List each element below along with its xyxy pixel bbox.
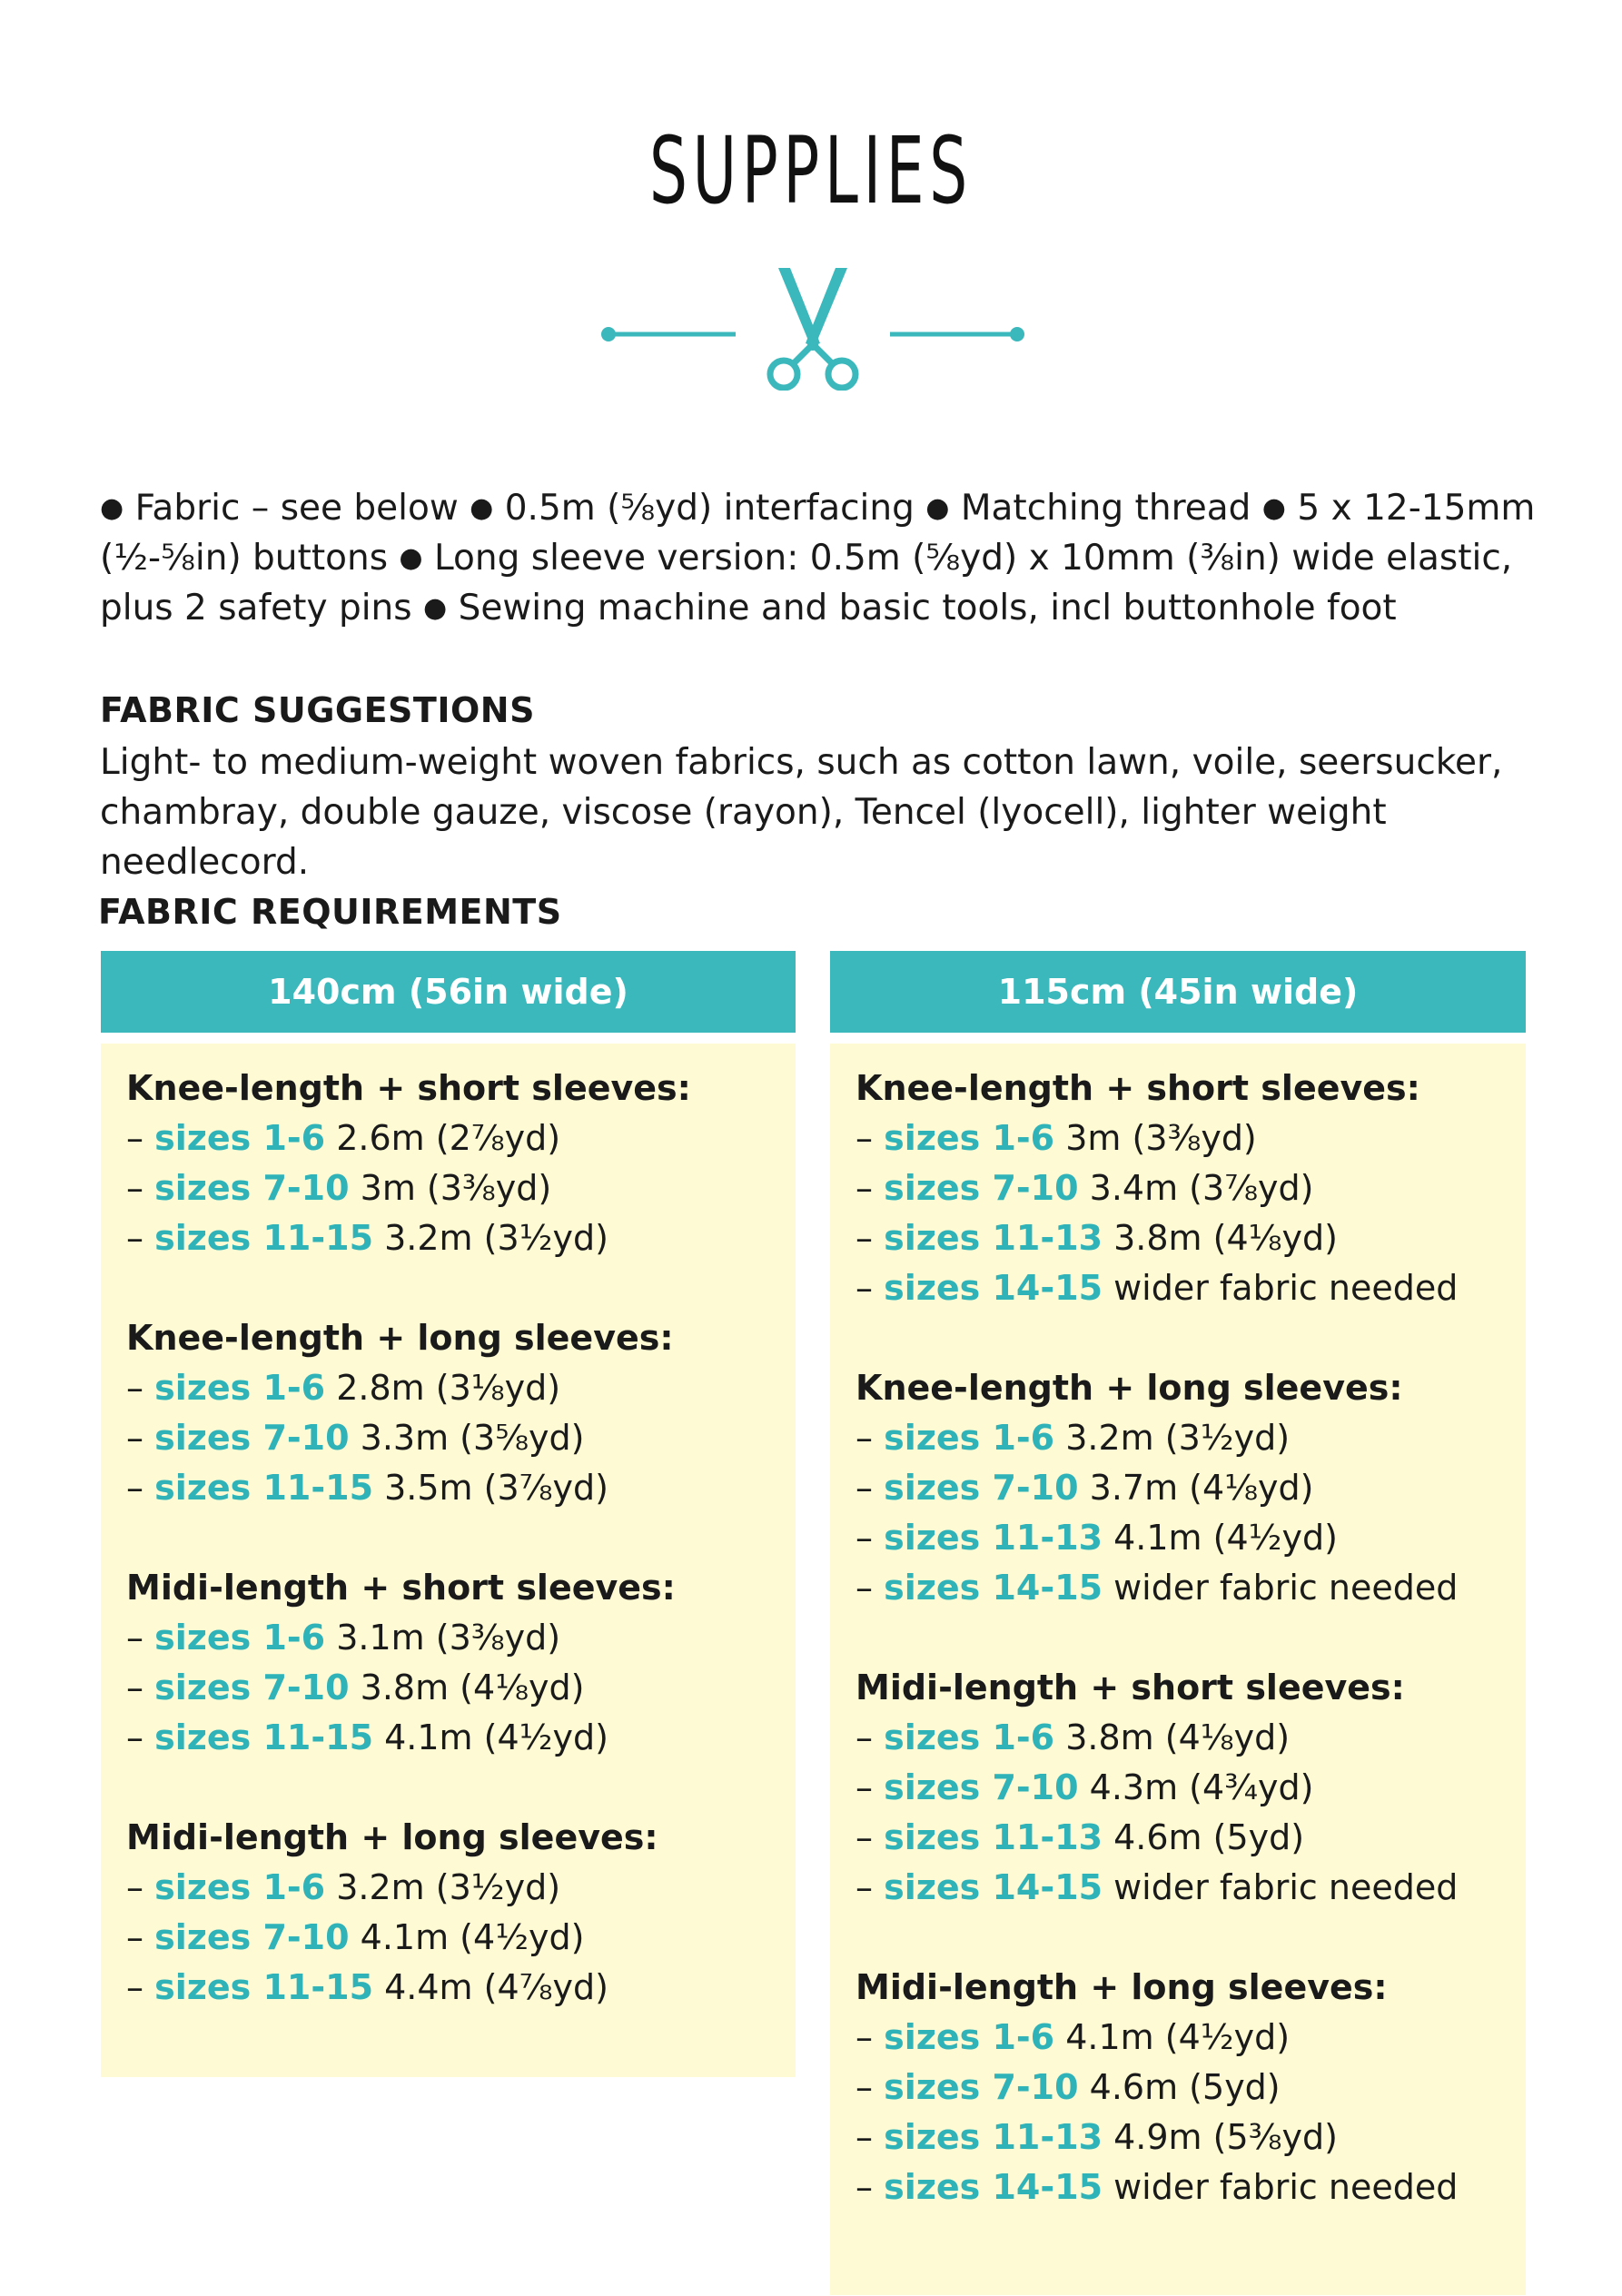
requirement-row [126, 1363, 770, 1413]
fabric-amount: 4.1m (4½yd) [1054, 2017, 1291, 2057]
size-range: sizes 7-10 [154, 1917, 350, 1957]
size-range: sizes 1-6 [884, 1717, 1055, 1757]
size-range: sizes 7-10 [154, 1418, 350, 1458]
row-dash: – [856, 1268, 885, 1308]
bullet-icon: ● [470, 492, 494, 524]
bullet-icon: ● [399, 542, 423, 574]
column-header: 115cm (45in wide) [830, 951, 1526, 1033]
size-range: sizes 1-6 [154, 1867, 326, 1907]
size-range: sizes 14-15 [884, 1568, 1103, 1608]
supply-item: Fabric – see below [124, 488, 470, 529]
requirement-group [126, 1313, 770, 1513]
group-title: Midi-length + short sleeves: [856, 1668, 1405, 1707]
page-title: SUPPLIES [648, 117, 974, 225]
requirement-row [856, 2162, 1500, 2212]
row-dash: – [126, 1717, 155, 1757]
size-range: sizes 11-15 [154, 1468, 374, 1508]
requirement-row [856, 1713, 1500, 1763]
row-dash: – [856, 1568, 885, 1608]
row-dash: – [126, 1967, 155, 2007]
size-range: sizes 1-6 [154, 1618, 326, 1658]
supply-item: Matching thread [949, 488, 1262, 529]
row-dash: – [126, 1118, 155, 1158]
row-dash: – [856, 1168, 885, 1208]
requirement-row [856, 1863, 1500, 1913]
requirement-row [856, 1463, 1500, 1513]
scissors-ornament [599, 263, 1026, 391]
group-title: Midi-length + long sleeves: [856, 1967, 1388, 2007]
size-range: sizes 11-15 [154, 1218, 374, 1258]
requirement-row [126, 1863, 770, 1913]
row-dash: – [856, 1118, 885, 1158]
requirement-row [126, 1113, 770, 1163]
supplies-list [100, 483, 1571, 633]
supply-item: 5 x 12-15mm (½-⅝in) buttons [100, 488, 1536, 579]
group-title: Midi-length + long sleeves: [126, 1817, 658, 1857]
requirement-row [126, 1213, 770, 1263]
size-range: sizes 1-6 [884, 2017, 1055, 2057]
fabric-amount: wider fabric needed [1103, 1867, 1459, 1907]
fabric-amount: 3.2m (3½yd) [325, 1867, 561, 1907]
group-title: Midi-length + short sleeves: [126, 1568, 676, 1608]
fabric-amount: 4.3m (4¾yd) [1078, 1767, 1314, 1807]
requirement-row [856, 1163, 1500, 1213]
size-range: sizes 11-15 [154, 1717, 374, 1757]
row-dash: – [856, 1468, 885, 1508]
row-dash: – [856, 2117, 885, 2157]
row-dash: – [126, 1668, 155, 1707]
requirement-row [856, 1763, 1500, 1813]
supply-item: Long sleeve version: 0.5m (⅝yd) x 10mm (⅜in) wide elastic, plus 2 safety pins [100, 538, 1513, 628]
fabric-amount: 4.1m (4½yd) [373, 1717, 608, 1757]
size-range: sizes 11-13 [884, 1218, 1103, 1258]
requirement-row [126, 1413, 770, 1463]
row-dash: – [126, 1168, 155, 1208]
row-dash: – [856, 1518, 885, 1558]
fabric-amount: 3m (3⅜yd) [349, 1168, 552, 1208]
size-range: sizes 7-10 [154, 1668, 350, 1707]
fabric-amount: 4.6m (5yd) [1078, 2067, 1281, 2107]
fabric-amount: 4.1m (4½yd) [349, 1917, 585, 1957]
fabric-suggestions-text: Light- to medium-weight woven fabrics, such as cotton lawn, voile, seersucker, chambray, double gauze, viscose (rayon), Tencel (lyocell), lighter weight needlecord. [100, 742, 1503, 883]
fabric-amount: 3.1m (3⅜yd) [325, 1618, 561, 1658]
fabric-amount: 3m (3⅜yd) [1054, 1118, 1257, 1158]
fabric-column-140cm [101, 951, 796, 2077]
size-range: sizes 11-15 [154, 1967, 374, 2007]
divider-dot-right [1010, 327, 1024, 341]
fabric-amount: 3.8m (4⅛yd) [1103, 1218, 1338, 1258]
row-dash: – [856, 1717, 885, 1757]
requirement-row [856, 1413, 1500, 1463]
size-range: sizes 7-10 [884, 1168, 1079, 1208]
requirement-row [856, 1113, 1500, 1163]
requirement-group [126, 1563, 770, 1763]
requirement-row [126, 1663, 770, 1713]
size-range: sizes 14-15 [884, 1268, 1103, 1308]
size-range: sizes 1-6 [884, 1118, 1055, 1158]
fabric-amount: 4.4m (4⅞yd) [373, 1967, 608, 2007]
size-range: sizes 1-6 [154, 1118, 326, 1158]
row-dash: – [856, 1817, 885, 1857]
row-dash: – [856, 2017, 885, 2057]
row-dash: – [856, 1767, 885, 1807]
size-range: sizes 11-13 [884, 1518, 1103, 1558]
fabric-suggestions-heading: FABRIC SUGGESTIONS [100, 690, 535, 730]
fabric-amount: 3.4m (3⅞yd) [1078, 1168, 1314, 1208]
requirement-row [856, 1813, 1500, 1863]
size-range: sizes 7-10 [884, 1767, 1079, 1807]
requirement-group [856, 1363, 1500, 1613]
requirement-row [126, 1613, 770, 1663]
fabric-amount: 3.2m (3½yd) [1054, 1418, 1291, 1458]
row-dash: – [126, 1468, 155, 1508]
fabric-amount: wider fabric needed [1103, 1568, 1459, 1608]
row-dash: – [126, 1218, 155, 1258]
row-dash: – [856, 2167, 885, 2207]
supply-item: 0.5m (⅝yd) interfacing [493, 488, 926, 529]
column-body [830, 1044, 1526, 2295]
requirement-row [856, 2063, 1500, 2113]
requirement-group [126, 1813, 770, 2013]
requirement-row [856, 1563, 1500, 1613]
requirement-row [856, 1213, 1500, 1263]
row-dash: – [856, 1867, 885, 1907]
fabric-amount: 3.2m (3½yd) [373, 1218, 608, 1258]
group-title: Knee-length + short sleeves: [126, 1068, 691, 1108]
group-title: Knee-length + short sleeves: [856, 1068, 1420, 1108]
size-range: sizes 7-10 [884, 2067, 1079, 2107]
row-dash: – [126, 1867, 155, 1907]
bullet-icon: ● [925, 492, 950, 524]
bullet-icon: ● [422, 592, 448, 624]
requirement-group [126, 1064, 770, 1263]
size-range: sizes 1-6 [884, 1418, 1055, 1458]
requirement-group [856, 1064, 1500, 1313]
divider-dot-left [601, 327, 616, 341]
fabric-amount: wider fabric needed [1103, 1268, 1459, 1308]
fabric-amount: 3.7m (4⅛yd) [1078, 1468, 1314, 1508]
bullet-icon: ● [100, 492, 124, 524]
fabric-amount: 2.6m (2⅞yd) [325, 1118, 561, 1158]
requirement-row [856, 1263, 1500, 1313]
requirement-row [856, 2013, 1500, 2063]
size-range: sizes 7-10 [154, 1168, 350, 1208]
size-range: sizes 1-6 [154, 1368, 326, 1408]
row-dash: – [126, 1418, 155, 1458]
row-dash: – [856, 2067, 885, 2107]
requirement-row [126, 1963, 770, 2013]
size-range: sizes 7-10 [884, 1468, 1079, 1508]
size-range: sizes 11-13 [884, 2117, 1103, 2157]
fabric-amount: wider fabric needed [1103, 2167, 1459, 2207]
supply-item: Sewing machine and basic tools, incl buttonhole foot [447, 588, 1397, 628]
row-dash: – [126, 1618, 155, 1658]
requirement-row [126, 1463, 770, 1513]
size-range: sizes 11-13 [884, 1817, 1103, 1857]
fabric-amount: 4.9m (5⅜yd) [1103, 2117, 1338, 2157]
requirement-row [856, 1513, 1500, 1563]
column-body [101, 1044, 796, 2077]
group-title: Knee-length + long sleeves: [126, 1318, 674, 1358]
bullet-icon: ● [1261, 492, 1286, 524]
size-range: sizes 14-15 [884, 2167, 1103, 2207]
requirement-group [856, 1663, 1500, 1913]
fabric-amount: 3.3m (3⅝yd) [349, 1418, 585, 1458]
requirement-row [856, 2113, 1500, 2162]
fabric-amount: 4.6m (5yd) [1103, 1817, 1305, 1857]
row-dash: – [126, 1917, 155, 1957]
requirement-group [856, 1963, 1500, 2212]
fabric-requirements-heading: FABRIC REQUIREMENTS [98, 892, 562, 932]
column-header: 140cm (56in wide) [101, 951, 796, 1033]
row-dash: – [856, 1218, 885, 1258]
fabric-amount: 3.8m (4⅛yd) [349, 1668, 585, 1707]
requirement-row [126, 1713, 770, 1763]
fabric-amount: 2.8m (3⅛yd) [325, 1368, 561, 1408]
requirement-row [126, 1913, 770, 1963]
size-range: sizes 14-15 [884, 1867, 1103, 1907]
row-dash: – [126, 1368, 155, 1408]
fabric-amount: 4.1m (4½yd) [1103, 1518, 1338, 1558]
row-dash: – [856, 1418, 885, 1458]
fabric-amount: 3.5m (3⅞yd) [373, 1468, 608, 1508]
scissors-icon [770, 268, 856, 388]
group-title: Knee-length + long sleeves: [856, 1368, 1403, 1408]
fabric-column-115cm [830, 951, 1526, 2295]
requirement-row [126, 1163, 770, 1213]
fabric-amount: 3.8m (4⅛yd) [1054, 1717, 1291, 1757]
